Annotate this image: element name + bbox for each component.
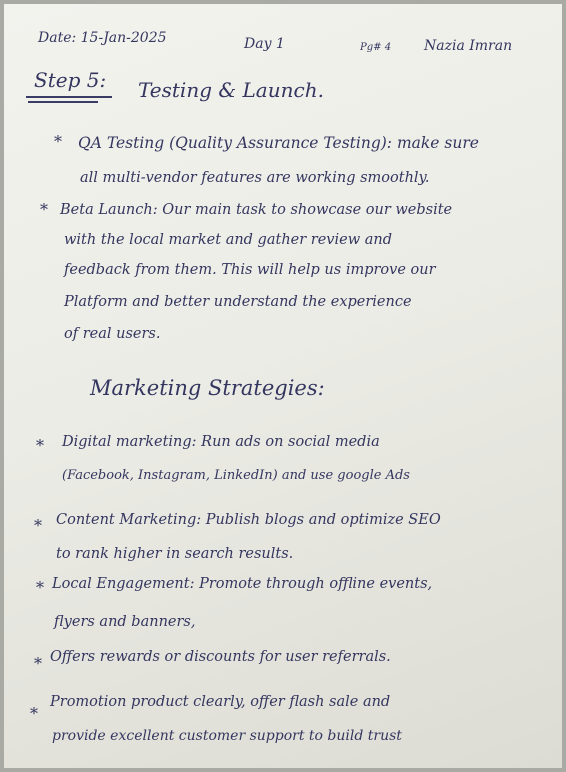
marketing-title: Marketing Strategies: [90, 376, 325, 400]
marketing-bullet-4: * [34, 654, 42, 673]
promotion-line-1: Promotion product clearly, offer flash sale and [50, 694, 391, 710]
beta-line-5: of real users. [64, 326, 161, 342]
beta-line-3: feedback from them. This will help us improve our [64, 262, 436, 278]
marketing-bullet-5: * [30, 704, 38, 723]
page-number: Pg# 4 [360, 42, 392, 53]
beta-line-2: with the local market and gather review and [64, 232, 392, 248]
qa-line-2: all multi-vendor features are working smoothly. [80, 170, 430, 186]
marketing-bullet-2: * [34, 516, 42, 535]
date-label: Date: 15-Jan-2025 [38, 30, 167, 46]
step-label: Step 5: [34, 68, 107, 92]
step-underline-2 [28, 101, 98, 103]
content-line-2: to rank higher in search results. [56, 546, 294, 562]
local-line-2: flyers and banners, [54, 614, 196, 630]
marketing-bullet-1: * [36, 436, 44, 455]
beta-bullet: * [40, 200, 48, 219]
digital-line-2: (Facebook, Instagram, LinkedIn) and use google Ads [62, 468, 410, 483]
day-label: Day 1 [244, 36, 285, 52]
step-underline [26, 96, 112, 98]
qa-line-1: QA Testing (Quality Assurance Testing): make sure [78, 134, 479, 152]
notebook-page [4, 4, 562, 768]
author-name: Nazia Imran [424, 38, 513, 54]
beta-line-4: Platform and better understand the experience [64, 294, 412, 310]
marketing-bullet-3: * [36, 578, 44, 597]
digital-line-1: Digital marketing: Run ads on social media [62, 434, 380, 450]
beta-line-1: Beta Launch: Our main task to showcase our website [60, 202, 453, 218]
content-line-1: Content Marketing: Publish blogs and optimize SEO [56, 512, 441, 528]
step-title: Testing & Launch. [138, 78, 324, 102]
qa-bullet: * [54, 132, 62, 151]
offers-line: Offers rewards or discounts for user referrals. [50, 649, 391, 665]
promotion-line-2: provide excellent customer support to build trust [52, 728, 402, 744]
local-line-1: Local Engagement: Promote through offline events, [52, 576, 433, 592]
